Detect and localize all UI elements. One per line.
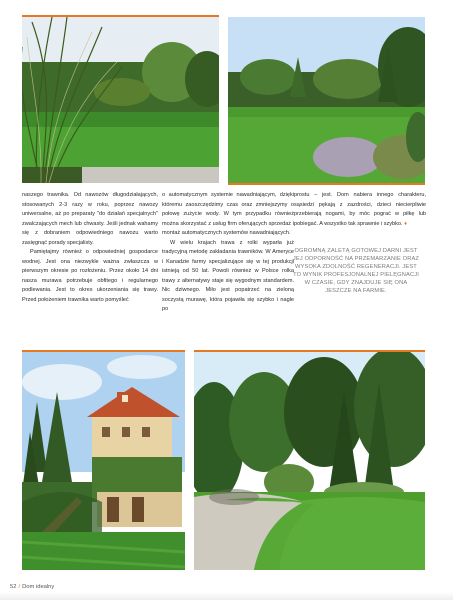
page-edge: [0, 592, 453, 600]
article-paragraph: naszego trawnika. Od nawozów długodziałających, stosowanych 2-3 razy w roku, poprzez nawozy uniwersalne, aż po preparaty "do działań specjalnych" zwalczających mech lub chwasty. Jeśli jednak wahamy się z dobraniem odpowiedniego nawozu warto zasięgnąć porady specjalisty.: [22, 192, 158, 246]
end-mark-icon: ♦: [404, 220, 407, 227]
accent-rule: [228, 183, 425, 185]
accent-rule: [194, 350, 425, 352]
pull-quote: OGROMNĄ ZALETĄ GOTOWEJ DARNI JEST JEJ ODPORNOŚĆ NA PRZEMARZANIE ORAZ WYSOKA ZDOLNOŚĆ REGENERACJI. JEST TO WYNIK PROFESJONALNEJ PIELĘGNACJI W CZASIE, GDY ZNAJDUJE SIĘ ONA JESZCZE NA FARMIE.: [292, 248, 420, 295]
article-paragraph: o automatycznym systemie nawadniającym, dzięki któremu zaoszczędzimy czas oraz zmniejszymy o połowę zużycie wody. W tym przypadku również można skorzystać z usług firm oferujących sprzedaż i montaż automatycznych systemów nawadniających.: [162, 192, 294, 237]
page-number: 52: [10, 584, 17, 590]
article-column-3: [294, 191, 426, 229]
accent-rule: [22, 350, 185, 352]
article-column-2: [158, 191, 294, 315]
article-paragraph: [294, 191, 426, 229]
magazine-name: Dom idealny: [22, 584, 55, 590]
page-footer: [10, 584, 54, 590]
accent-rule: [22, 15, 219, 17]
article-column-1: [22, 191, 158, 305]
article-paragraph-text: prostu – jest. Dom nabiera innego charakteru, sąsiedzi pękają z zazdrości, dzieci niecierpliwie przebierają nogami, by móc pograć w piłkę lub pobiegać. A wszystko tak sprawnie i szybko.: [294, 192, 426, 227]
article-paragraph: Pamiętajmy również o odpowiedniej gospodarce wodnej. Jest ona niezwykle ważna zwłaszcza w pierwszym okresie po rozłożeniu. Przez około 14 dni nasza murawa potrzebuje obfitego i regularnego podlewania. Jest to okres ukorzeniania się trawy. Przed położeniem trawnika warto pomyśleć: [22, 249, 158, 303]
photo-curved-path-lawn: [194, 352, 425, 570]
photo-house-garden: [22, 352, 185, 570]
photo-lawn-ornamental-grass: [22, 17, 219, 183]
footer-separator: /: [18, 584, 21, 590]
photo-lawn-hedge: [228, 17, 425, 183]
article-paragraph: W wielu krajach trawa z rolki wyparła już tradycyjną metodę zakładania trawników. W Ameryce i Kanadzie farmy specjalizujące się w tej produkcji istnieją od 50 lat. Powoli również w Polsce rolka trawy z alternatywy staje się wygodnym standardem. Nic dziwnego. Miło jest popatrzeć na zieloną soczystą murawę, która pojawiła się szybko i nagle po: [162, 239, 294, 313]
